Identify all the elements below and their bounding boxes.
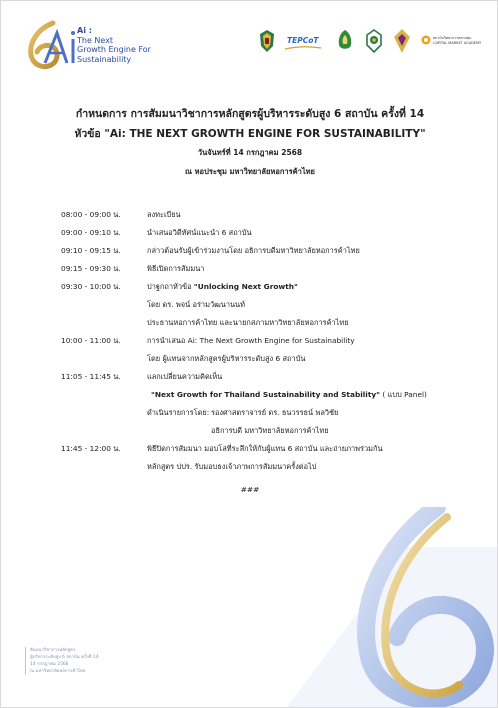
agenda-row bbox=[61, 224, 481, 242]
crest-logo-2-icon bbox=[337, 29, 353, 53]
keynote-speaker: โดย ดร. พจน์ อร่ามวัฒนานนท์ bbox=[147, 300, 245, 309]
agenda-row-continuation bbox=[61, 422, 481, 440]
brand-line-2: Growth Engine For bbox=[77, 45, 151, 54]
agenda-time: 10:00 - 11:00 น. bbox=[61, 336, 121, 345]
cma-thai-name: สถาบันวิทยาการตลาดทุน bbox=[433, 36, 472, 40]
agenda-row bbox=[61, 278, 481, 296]
brand-text bbox=[77, 26, 151, 64]
agenda-item: พิธีปิดการสัมมนา มอบโล่ที่ระลึกให้กับผู้แทน 6 สถาบัน และถ่ายภาพร่วมกัน bbox=[147, 444, 383, 453]
agenda-item: พิธีเปิดการสัมมนา bbox=[147, 264, 205, 273]
agenda-time: 09:15 - 09:30 น. bbox=[61, 264, 121, 273]
agenda-time: 09:00 - 09:10 น. bbox=[61, 228, 121, 237]
footer-caption bbox=[25, 647, 99, 675]
brand-ai-label: Ai : bbox=[77, 26, 92, 35]
footer-line-4: ณ มหาวิทยาลัยหอการค้าไทย bbox=[30, 669, 86, 674]
footer-line-1: สัมมนาวิชาการหลักสูตร bbox=[30, 648, 76, 653]
panel-format: ( แบบ Panel) bbox=[380, 390, 427, 399]
main-title: กำหนดการ การสัมมนาวิชาการหลักสูตรผู้บริหารระดับสูง 6 สถาบัน ครั้งที่ 14 bbox=[75, 108, 425, 120]
six-ai-logo-icon bbox=[23, 19, 79, 71]
keynote-prefix: ปาฐกถาหัวข้อ bbox=[147, 282, 194, 291]
agenda-row bbox=[61, 440, 481, 458]
presenter: โดย ผู้แทนจากหลักสูตรผู้บริหารระดับสูง 6 สถาบัน bbox=[147, 354, 306, 363]
keynote-speaker-title: ประธานหอการค้าไทย และนายกสภามหาวิทยาลัยหอการค้าไทย bbox=[147, 318, 349, 327]
footer-line-2: ผู้บริหารระดับสูง 6 สถาบัน ครั้งที่ 14 bbox=[30, 655, 99, 660]
agenda-item: การนำเสนอ Ai: The Next Growth Engine for Sustainability bbox=[147, 336, 355, 345]
event-venue: ณ หอประชุม มหาวิทยาลัยหอการค้าไทย bbox=[185, 167, 315, 176]
agenda-item: แลกเปลี่ยนความคิดเห็น bbox=[147, 372, 223, 381]
agenda-item: ลงทะเบียน bbox=[147, 210, 181, 219]
crest-logo-4-icon bbox=[393, 28, 411, 54]
agenda-row-continuation bbox=[61, 296, 481, 314]
document-titles bbox=[1, 107, 498, 177]
brand-line-1: The Next bbox=[77, 35, 114, 45]
agenda-row-continuation bbox=[61, 314, 481, 332]
crest-logo-3-icon bbox=[365, 29, 383, 53]
agenda-item: กล่าวต้อนรับผู้เข้าร่วมงานโดย อธิการบดีมหาวิทยาลัยหอการค้าไทย bbox=[147, 246, 360, 255]
event-date: วันจันทร์ที่ 14 กรกฎาคม 2568 bbox=[197, 148, 303, 157]
moderator-title: อธิการบดี มหาวิทยาลัยหอการค้าไทย bbox=[211, 426, 329, 435]
partner-logos bbox=[257, 27, 487, 57]
closing-note: หลักสูตร ปปร. รับมอบธงเจ้าภาพการสัมมนาครั้งต่อไป bbox=[147, 462, 317, 471]
agenda-row-continuation bbox=[61, 458, 481, 476]
agenda-row-continuation bbox=[61, 386, 481, 404]
agenda-time: 09:10 - 09:15 น. bbox=[61, 246, 121, 255]
keynote-title: "Unlocking Next Growth" bbox=[193, 282, 298, 291]
agenda-time: 11:05 - 11:45 น. bbox=[61, 372, 121, 381]
agenda-time: 08:00 - 09:00 น. bbox=[61, 210, 121, 219]
moderator-name: รองศาสตราจารย์ ดร. ธนวรรธน์ พลวิชัย bbox=[211, 408, 339, 417]
topic-title: หัวข้อ "Ai: THE NEXT GROWTH ENGINE FOR SUSTAINABILITY" bbox=[74, 128, 426, 140]
decorative-six-graphic-icon bbox=[287, 507, 497, 707]
tepcot-logo: TEPCoT bbox=[287, 36, 319, 45]
agenda-item bbox=[147, 278, 298, 296]
event-brand-logo bbox=[23, 19, 173, 71]
cma-logo-icon bbox=[421, 35, 431, 45]
cma-english-name: CAPITAL MARKET ACADEMY bbox=[433, 41, 482, 45]
agenda-row bbox=[61, 332, 481, 350]
footer-line-3: 14 กรกฎาคม 2568 bbox=[30, 662, 69, 667]
end-mark: ### bbox=[240, 485, 260, 494]
agenda-row bbox=[61, 368, 481, 386]
agenda-row bbox=[61, 206, 481, 224]
crest-logo-1-icon bbox=[259, 29, 275, 53]
agenda-time: 09:30 - 10:00 น. bbox=[61, 282, 121, 291]
panel-title: "Next Growth for Thailand Sustainability and Stability" bbox=[151, 390, 381, 399]
brand-line-3: Sustainability bbox=[77, 54, 132, 64]
agenda-row bbox=[61, 260, 481, 278]
agenda-row-continuation bbox=[61, 404, 481, 422]
agenda-row bbox=[61, 242, 481, 260]
agenda-row-continuation bbox=[61, 350, 481, 368]
panel-topic bbox=[151, 386, 427, 404]
agenda-time: 11:45 - 12:00 น. bbox=[61, 444, 121, 453]
moderator-label: ดำเนินรายการโดย: bbox=[147, 408, 210, 417]
tepcot-underline-icon bbox=[285, 46, 321, 50]
agenda bbox=[61, 206, 481, 476]
agenda-item: นำเสนอวิดีทัศน์แนะนำ 6 สถาบัน bbox=[147, 228, 252, 237]
